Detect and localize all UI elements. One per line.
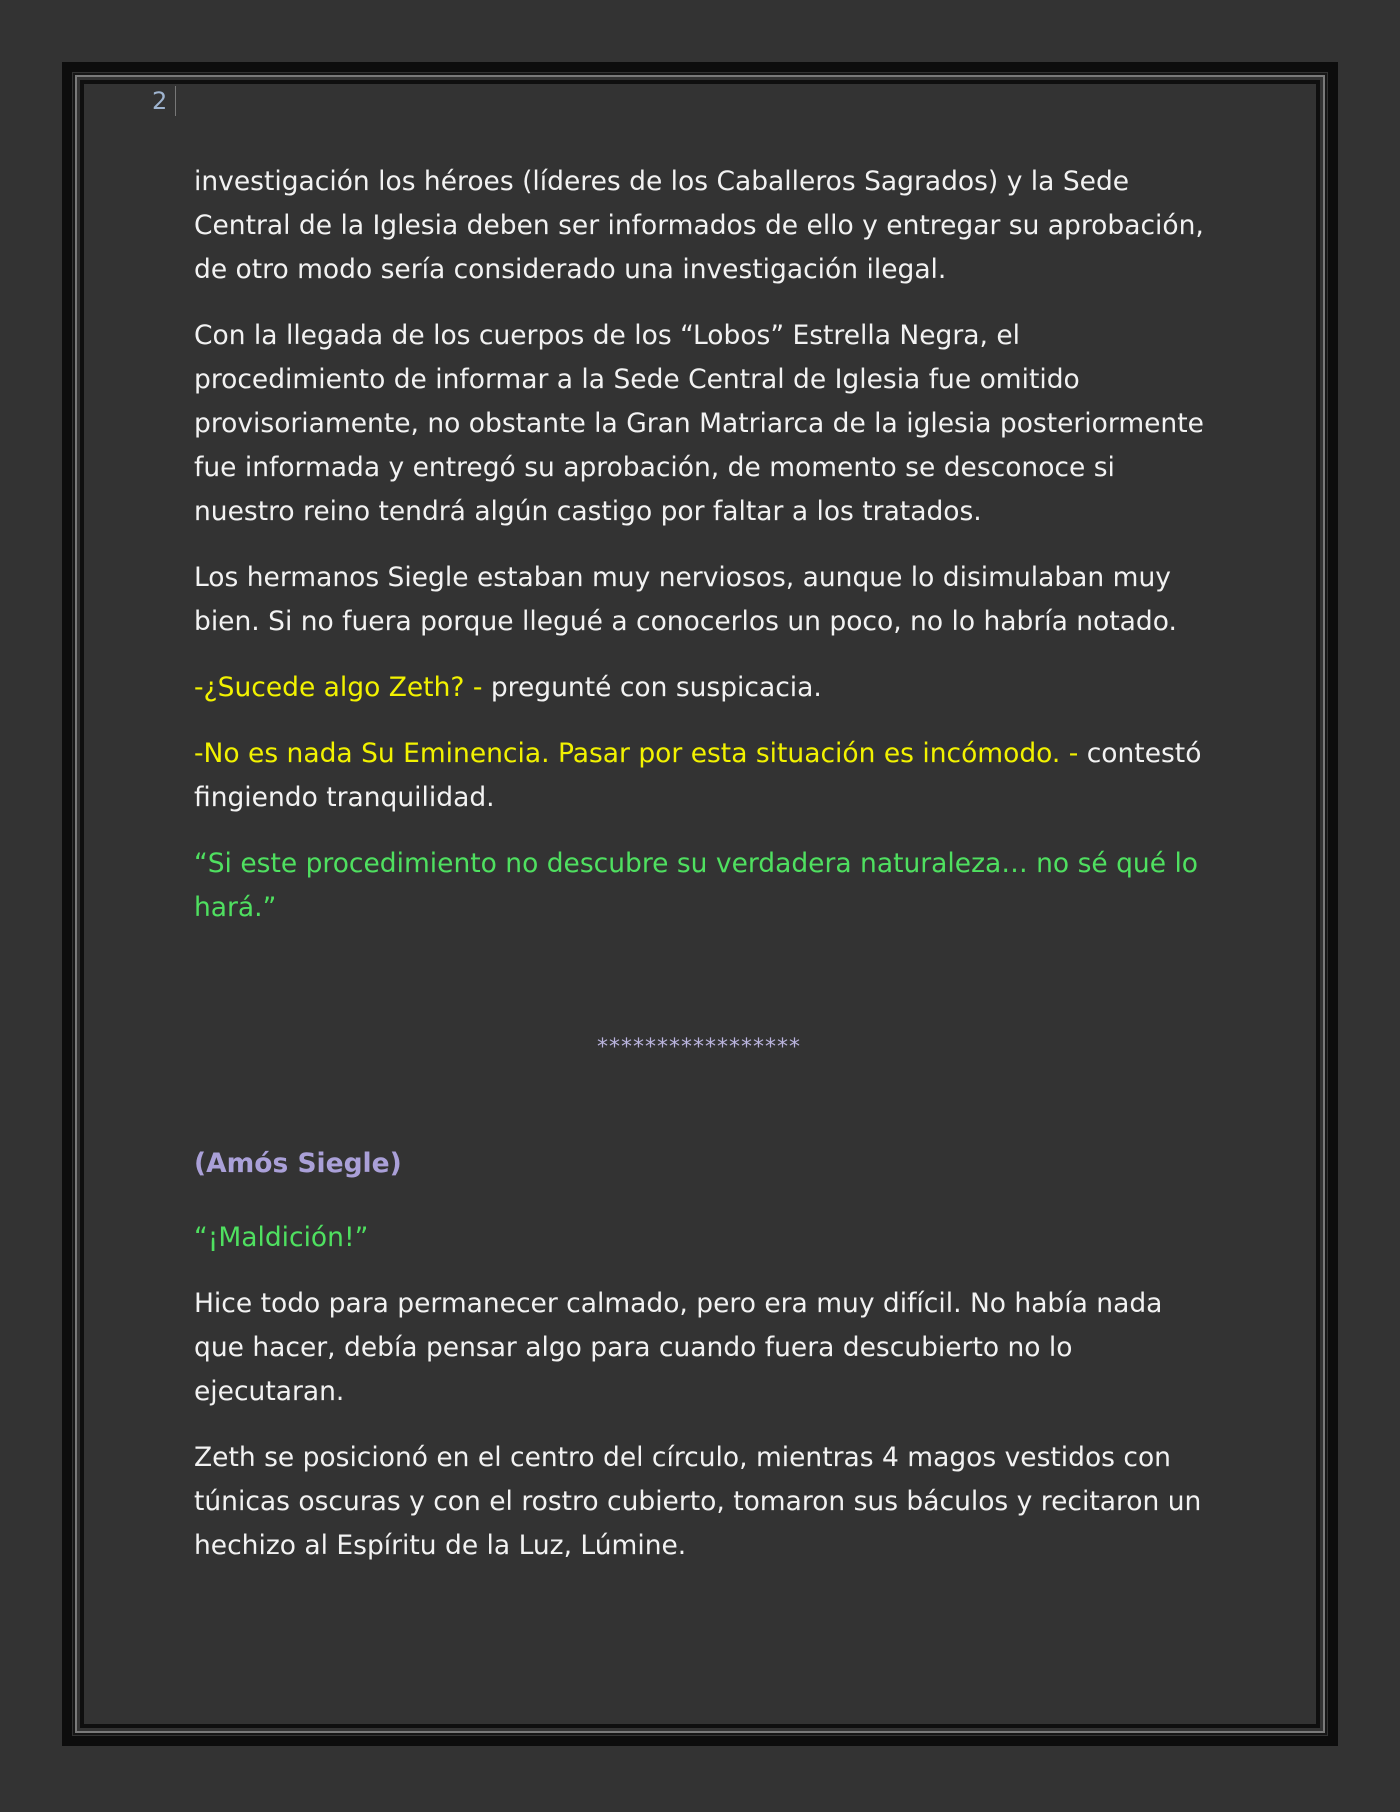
narration-text: pregunté con suspicacia. <box>482 672 822 703</box>
page-number: 2 <box>152 86 176 116</box>
dialogue-text: -No es nada Su Eminencia. Pasar por esta situación es incómodo. - <box>194 738 1079 769</box>
dialogue-text: -¿Sucede algo Zeth? - <box>194 672 483 703</box>
paragraph-2: Con la llegada de los cuerpos de los “Lobos” Estrella Negra, el procedimiento de informar a la Sede Central de Iglesia fue omitido provisoriamente, no obstante la Gran Matriarca de la iglesia posteriormente fue informada y entregó su aprobación, de momento se desconoce si nuestro reino tendrá algún castigo por faltar a los tratados. <box>194 320 1204 527</box>
narration-text: contestó fingiendo tranquilidad. <box>194 738 1202 813</box>
dialogue-paragraph-zeth-question <box>194 666 1204 710</box>
paragraph-3: Los hermanos Siegle estaban muy nerviosos, aunque lo disimulaban muy bien. Si no fuera porque llegué a conocerlos un poco, no lo habría notado. <box>194 562 1177 637</box>
paragraph-8: Hice todo para permanecer calmado, pero era muy difícil. No había nada que hacer, debía pensar algo para cuando fuera descubierto no lo ejecutaran. <box>194 1288 1163 1407</box>
thought-paragraph-1: “Si este procedimiento no descubre su verdadera naturaleza… no sé qué lo hará.” <box>194 848 1199 923</box>
page-content <box>194 160 1204 1590</box>
scene-separator: ***************** <box>597 1035 801 1060</box>
pov-heading: (Amós Siegle) <box>194 1148 402 1179</box>
dialogue-paragraph-zeth-answer <box>194 732 1204 820</box>
thought-paragraph-2: “¡Maldición!” <box>194 1222 369 1253</box>
paragraph-9: Zeth se posicionó en el centro del círculo, mientras 4 magos vestidos con túnicas oscuras y con el rostro cubierto, tomaron sus báculos y recitaron un hechizo al Espíritu de la Luz, Lúmine. <box>194 1442 1202 1561</box>
paragraph-1: investigación los héroes (líderes de los Caballeros Sagrados) y la Sede Central de la Iglesia deben ser informados de ello y entregar su aprobación, de otro modo sería considerado una investigación ilegal. <box>194 166 1204 285</box>
